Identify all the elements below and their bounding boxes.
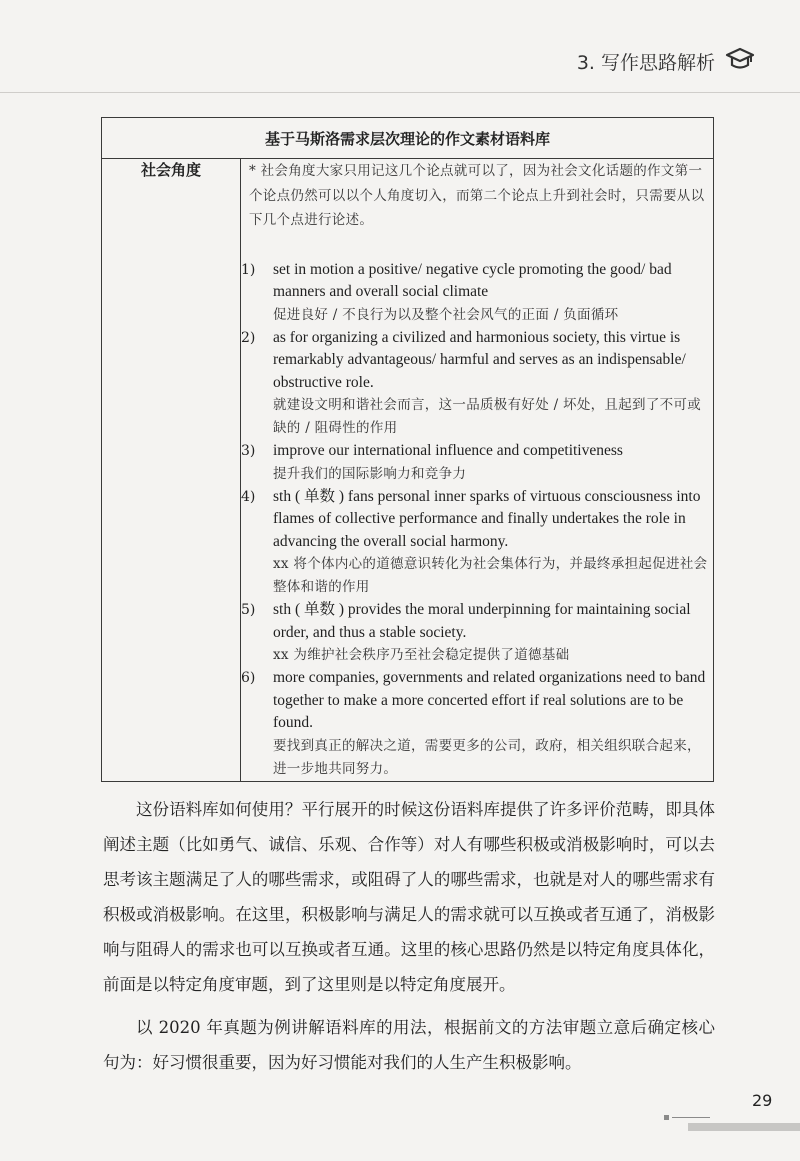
corpus-table bbox=[101, 117, 714, 782]
list-item bbox=[241, 599, 713, 667]
body-text bbox=[103, 792, 715, 1080]
item-number: 2) bbox=[241, 329, 256, 346]
item-english: more companies, governments and related organizations need to band together to make a more concerted effort if real solutions are to be found. bbox=[273, 669, 706, 731]
list-item bbox=[241, 327, 713, 441]
item-chinese: 提升我们的国际影响力和竞争力 bbox=[273, 465, 467, 482]
section-title: 3. 写作思路解析 bbox=[576, 52, 715, 74]
content-cell bbox=[241, 159, 714, 782]
footer-bar bbox=[688, 1123, 800, 1131]
table-title: 基于马斯洛需求层次理论的作文素材语料库 bbox=[102, 118, 714, 159]
item-english: sth ( 单数 ) fans personal inner sparks of virtuous consciousness into flames of collective performance and finally undertakes the role in advancing the overall social harmony. bbox=[273, 487, 701, 550]
item-number: 1) bbox=[241, 261, 256, 278]
item-chinese: 促进良好 / 不良行为以及整个社会风气的正面 / 负面循环 bbox=[273, 306, 619, 323]
footer-line bbox=[672, 1117, 710, 1118]
item-chinese: xx 将个体内心的道德意识转化为社会集体行为，并最终承担起促进社会整体和谐的作用 bbox=[273, 556, 708, 595]
list-item bbox=[241, 259, 713, 327]
page-number: 29 bbox=[752, 1091, 773, 1110]
item-list bbox=[241, 259, 713, 781]
header-divider bbox=[0, 92, 800, 93]
item-number: 4) bbox=[241, 488, 256, 505]
item-english: improve our international influence and competitiveness bbox=[273, 442, 623, 459]
paragraph: 以 2020 年真题为例讲解语料库的用法，根据前文的方法审题立意后确定核心句为：好习惯很重要，因为好习惯能对我们的人生产生积极影响。 bbox=[103, 1018, 715, 1072]
row-label: 社会角度 bbox=[102, 159, 241, 782]
running-header bbox=[577, 47, 755, 76]
item-chinese: xx 为维护社会秩序乃至社会稳定提供了道德基础 bbox=[273, 647, 570, 663]
list-item bbox=[241, 440, 713, 486]
intro-note: * 社会角度大家只用记这几个论点就可以了，因为社会文化话题的作文第一个论点仍然可以以个人角度切入，而第二个论点上升到社会时，只需要从以下几个点进行论述。 bbox=[249, 163, 705, 228]
item-chinese: 要找到真正的解决之道，需要更多的公司，政府，相关组织联合起来，进一步地共同努力。 bbox=[273, 737, 701, 777]
graduation-cap-icon bbox=[725, 47, 755, 76]
list-item bbox=[241, 667, 713, 781]
item-number: 5) bbox=[241, 602, 256, 618]
footer-square bbox=[664, 1115, 669, 1120]
item-english: sth ( 单数 ) provides the moral underpinning for maintaining social order, and thus a stable society. bbox=[273, 601, 691, 641]
list-item bbox=[241, 486, 713, 600]
paragraph: 这份语料库如何使用？平行展开的时候这份语料库提供了许多评价范畴，即具体阐述主题（比如勇气、诚信、乐观、合作等）对人有哪些积极或消极影响时，可以去思考该主题满足了人的哪些需求，或阻碍了人的哪些需求，也就是对人的哪些需求有积极或消极影响。在这里，积极影响与满足人的需求就可以互换或者互通了，消极影响与阻碍人的需求也可以互换或者互通。这里的核心思路仍然是以特定角度具体化，前面是以特定角度审题，到了这里则是以特定角度展开。 bbox=[103, 800, 715, 994]
item-number: 6) bbox=[241, 670, 256, 686]
item-chinese: 就建设文明和谐社会而言，这一品质极有好处 / 坏处，且起到了不可或缺的 / 阻碍性的作用 bbox=[273, 397, 702, 436]
item-english: set in motion a positive/ negative cycle promoting the good/ bad manners and overall social climate bbox=[273, 260, 672, 300]
item-number: 3) bbox=[241, 443, 256, 459]
item-english: as for organizing a civilized and harmonious society, this virtue is remarkably advantageous/ harmful and serves as an indispensable/ obstructive role. bbox=[273, 328, 686, 391]
